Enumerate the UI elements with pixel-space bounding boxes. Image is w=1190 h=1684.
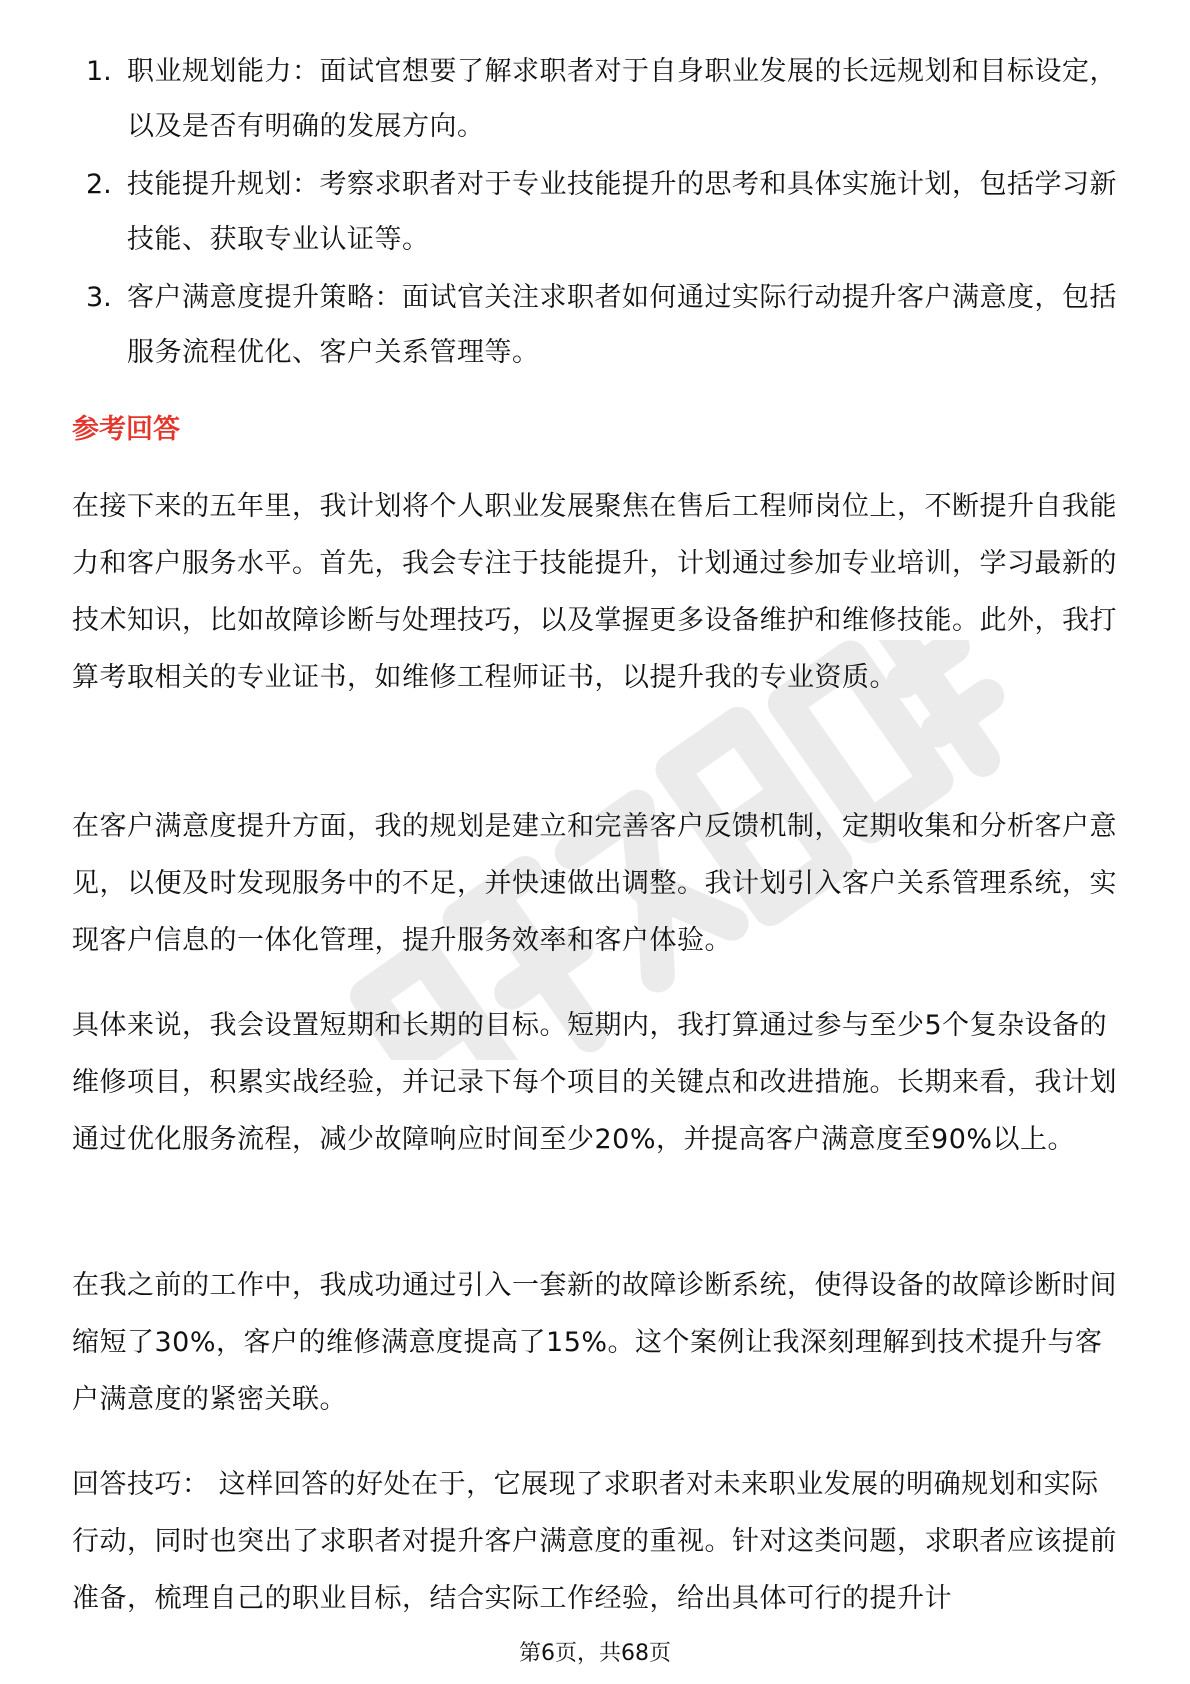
section-title: 参考回答 bbox=[72, 414, 180, 445]
list-item bbox=[68, 270, 1128, 380]
list-text: 职业规划能力：面试官想要了解求职者对于自身职业发展的长远规划和目标设定，以及是否有明确的发展方向。 bbox=[127, 56, 1117, 142]
list-text: 客户满意度提升策略：面试官关注求职者如何通过实际行动提升客户满意度，包括服务流程优化、客户关系管理等。 bbox=[127, 282, 1117, 368]
list-number: 3. bbox=[86, 282, 112, 313]
answer-paragraph: 在接下来的五年里，我计划将个人职业发展聚焦在售后工程师岗位上，不断提升自我能力和客户服务水平。首先，我会专注于技能提升，计划通过参加专业培训，学习最新的技术知识，比如故障诊断与处理技巧，以及掌握更多设备维护和维修技能。此外，我打算考取相关的专业证书，如维修工程师证书，以提升我的专业资质。 bbox=[72, 491, 1117, 693]
answer-paragraph: 具体来说，我会设置短期和长期的目标。短期内，我打算通过参与至少5个复杂设备的维修项目，积累实战经验，并记录下每个项目的关键点和改进措施。长期来看，我计划通过优化服务流程，减少故障响应时间至少20%，并提高客户满意度至90%以上。 bbox=[72, 1010, 1117, 1155]
list-item bbox=[68, 157, 1128, 267]
list-number: 1. bbox=[86, 56, 112, 87]
answer-paragraph: 在我之前的工作中，我成功通过引入一套新的故障诊断系统，使得设备的故障诊断时间缩短了30%，客户的维修满意度提高了15%。这个案例让我深刻理解到技术提升与客户满意度的紧密关联。 bbox=[72, 1270, 1117, 1415]
answer-paragraph: 在客户满意度提升方面，我的规划是建立和完善客户反馈机制，定期收集和分析客户意见，以便及时发现服务中的不足，并快速做出调整。我计划引入客户关系管理系统，实现客户信息的一体化管理，提升服务效率和客户体验。 bbox=[72, 811, 1117, 956]
tips-paragraph: 回答技巧： 这样回答的好处在于，它展现了求职者对未来职业发展的明确规划和实际行动，同时也突出了求职者对提升客户满意度的重视。针对这类问题，求职者应该提前准备，梳理自己的职业目标，结合实际工作经验，给出具体可行的提升计 bbox=[72, 1469, 1117, 1614]
list-number: 2. bbox=[86, 169, 112, 200]
list-text: 技能提升规划：考察求职者对于专业技能提升的思考和具体实施计划，包括学习新技能、获取专业认证等。 bbox=[127, 169, 1117, 255]
list-item bbox=[68, 44, 1128, 154]
criteria-list bbox=[68, 44, 1128, 383]
page-number: 第6页，共68页 bbox=[519, 1641, 671, 1666]
